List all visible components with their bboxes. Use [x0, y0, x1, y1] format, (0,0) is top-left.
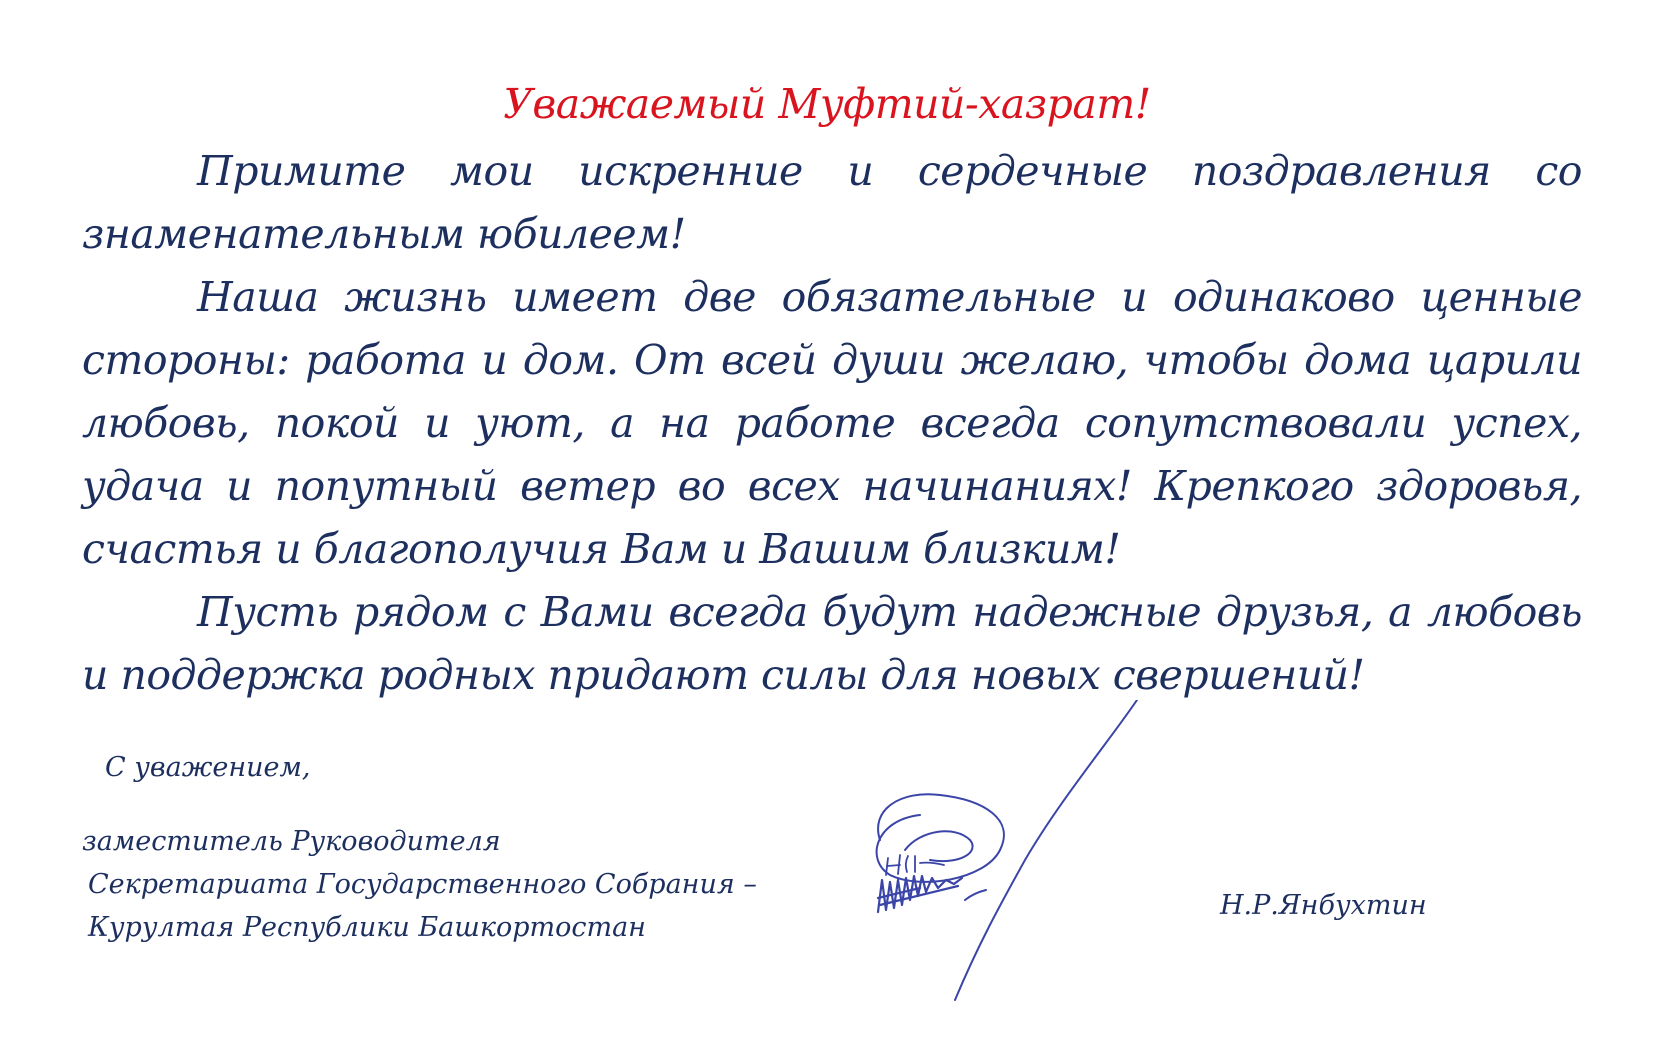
- position-line-2: Секретариата Государственного Собрания –: [88, 869, 757, 900]
- signer-position: [82, 820, 757, 949]
- body-paragraph-1: Примите мои искренние и сердечные поздравления со знаменательным юбилеем!: [82, 147, 1582, 258]
- body-paragraph-3: Пусть рядом с Вами всегда будут надежные друзья, а любовь и поддержка родных придают силы для новых свершений!: [82, 588, 1582, 699]
- letter-greeting: Уважаемый Муфтий-хазрат!: [503, 80, 1151, 128]
- closing-phrase: С уважением,: [105, 752, 311, 783]
- position-line-3: Курултая Республики Башкортостан: [88, 912, 646, 943]
- position-line-1: заместитель Руководителя: [82, 826, 501, 857]
- body-paragraph-2: Наша жизнь имеет две обязательные и одинаково ценные стороны: работа и дом. От всей души желаю, чтобы дома царили любовь, покой и уют, а на работе всегда сопутствовали успех, удача и попутный ветер во всех начинаниях! Крепкого здоровья, счастья и благополучия Вам и Вашим близким!: [82, 273, 1582, 573]
- signer-name: Н.Р.Янбухтин: [1220, 890, 1427, 921]
- letter-body: [82, 140, 1582, 707]
- handwritten-signature: [860, 700, 1240, 1020]
